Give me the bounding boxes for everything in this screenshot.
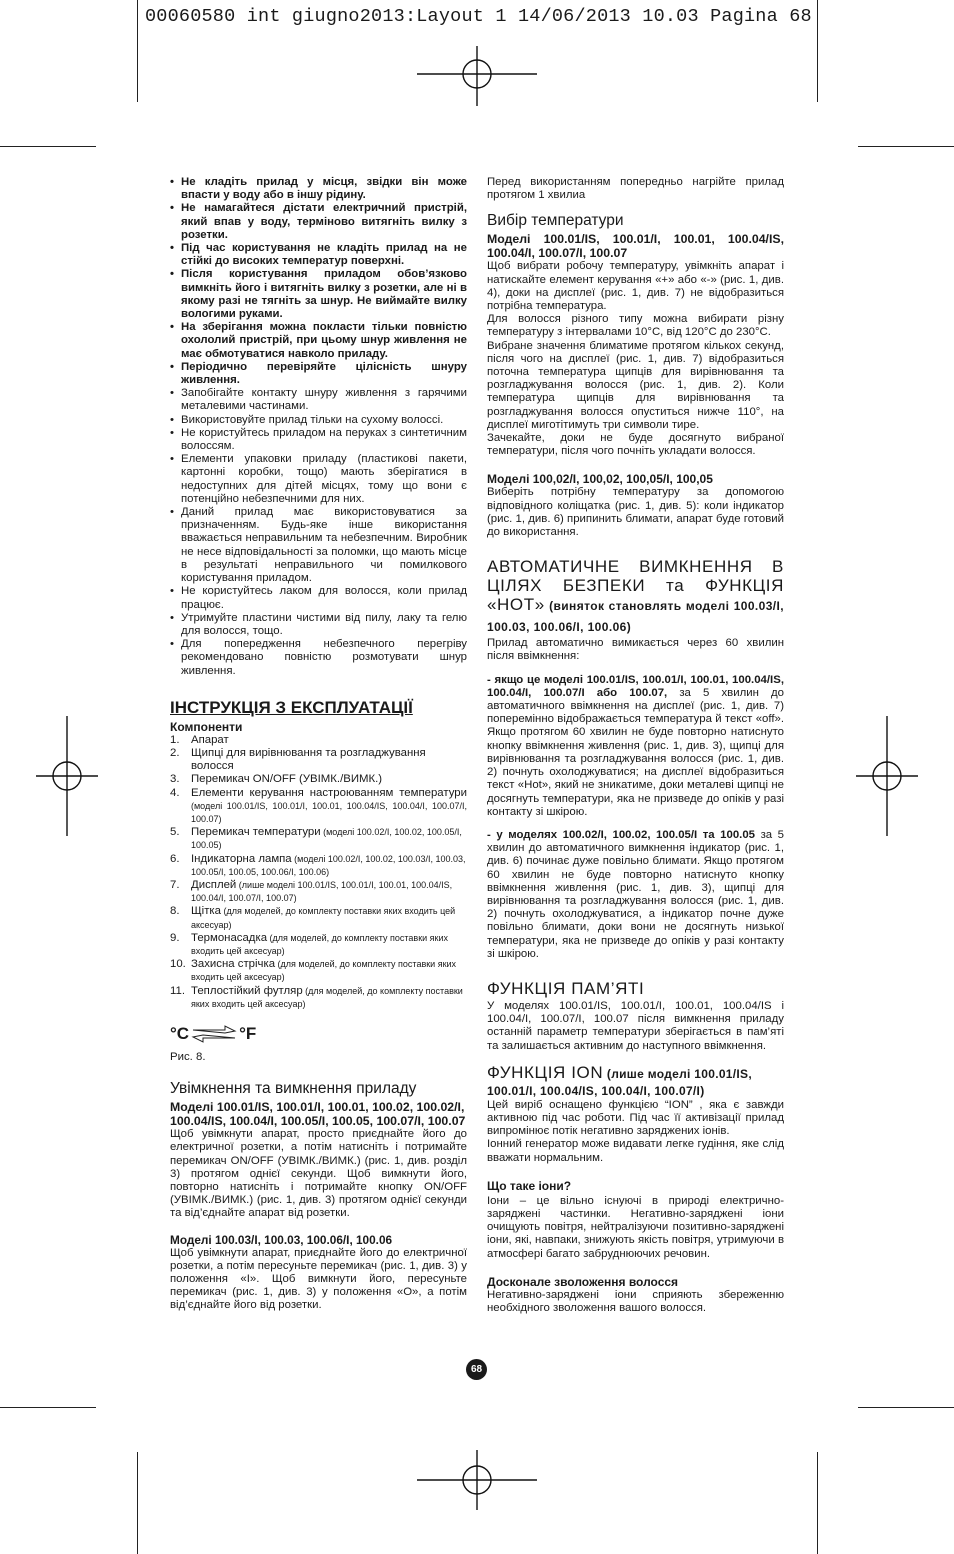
component-label: Елементи керування настроюванням температури	[191, 786, 467, 799]
component-item	[170, 879, 467, 905]
temp-paragraph-2: Виберіть потрібну температуру за допомогою відповідного коліщатка (рис. 1, див. 5): коли індикатор (рис. 1, див. 6) припинить блимати, апарат буде готовий до використання.	[487, 486, 784, 539]
temp-models: Моделі 100.01/IS, 100.01/I, 100.01, 100.04/IS, 100.04/I, 100.07/I, 100.07	[487, 232, 784, 261]
crop-mark	[137, 0, 138, 102]
ion-heading	[487, 1062, 784, 1099]
registration-mark-top	[417, 46, 537, 106]
registration-mark-left	[36, 716, 98, 836]
registration-mark-right	[856, 716, 918, 836]
ion-title: ФУНКЦІЯ ION	[487, 1062, 604, 1082]
component-number: 6.	[170, 852, 180, 865]
component-number: 8.	[170, 905, 180, 918]
temp-paragraph: Зачекайте, доки не буде досягнуто вибраної температури, після чого почніть укладати волосся.	[487, 432, 784, 458]
right-column	[487, 176, 784, 1315]
crop-mark	[0, 146, 96, 147]
list-item: • Утримуйте пластини чистими від пилу, лаку та гелю для волосся, тощо.	[170, 612, 467, 638]
component-label: Апарат	[191, 733, 229, 746]
component-note: (для моделей, до комплекту поставки яких входить цей аксесуар)	[191, 906, 456, 930]
component-label: Щітка	[191, 905, 221, 918]
ions-paragraph: Іони – це вільно існуючі в природі електрично-заряджені частинки. Негативно-заряджені іони очищують повітря, нейтралізуючи позитивно-заряджені іони, які, навпаки, знижують якість повітря, утримуючи в атмосфері багато забруднюючих речовин.	[487, 1194, 784, 1260]
list-item: • Не користуйтесь приладом на перуках з синтетичним волоссям.	[170, 427, 467, 453]
list-item: • Запобігайте контакту шнуру живлення з гарячими металевими частинами.	[170, 387, 467, 413]
celsius-label: °C	[170, 1024, 190, 1044]
list-item: • Для попередження небезпечного перегріву рекомендовано повністю розмотувати шнур живлення.	[170, 638, 467, 678]
crop-mark	[0, 1407, 96, 1408]
temp-paragraph: Для волосся різного типу можна вибирати різну температуру з інтервалами 10°С, від 120°С до 230°С.	[487, 313, 784, 339]
list-item: • Не намагайтеся дістати електричний пристрій, який впав у воду, терміново витягніть вилку з розетки.	[170, 202, 467, 242]
component-label: Перемикач ON/OFF (УВІМК./ВИМК.)	[191, 773, 383, 786]
component-label: Перемикач температури	[191, 826, 321, 839]
temp-paragraph: Щоб вибрати робочу температуру, увімкніть апарат і натискайте елемент керування «+» або «-» (рис. 1, див. 4), доки на дисплеї (рис. 1, див. 7) не відобразиться потрібна температура.	[487, 260, 784, 313]
component-item	[170, 958, 467, 984]
auto-off-text: за 5 хвилин до автоматичного ввімкнення на дисплеї (рис. 1, див. 7) поперемінно відображається температура й текст «off». Якщо протягом 60 хвилин не буде повторно натиснуто кнопку ввімкнення живлення (рис. 1, див. 3), щипці для вирівнювання та розгладжування волосся (рис. 1, див. 2) почнуть охолоджуватися; на дисплеї відобразиться текст «Hot», який не зникатиме, доки металеві щипці не досягнуть температури, яка не призведе до опіків у разі контакту зі шкірою.	[487, 686, 784, 818]
registration-mark-bottom	[417, 1450, 537, 1510]
component-note: (моделі 100.02/I, 100.02, 100.03/I, 100.03, 100.05/I, 100.05, 100.06/I, 100.06)	[191, 853, 466, 877]
onoff-paragraph-2: Щоб увімкнути апарат, приєднайте його до електричної розетки, а потім пересуньте перемикач (рис. 1, див. 3) у положення «I». Щоб вимкнути його, пересуньте перемикач (рис. 1, див. 3) у положення «O», а потім від’єднайте його від розетки.	[170, 1246, 467, 1312]
auto-off-models: - якщо це моделі 100.01/IS, 100.01/I, 100.01, 100.04/IS, 100.04/I, 100.07/I або 100.07,	[487, 673, 784, 699]
safety-bullets	[170, 176, 467, 678]
auto-off-models-2: - у моделях 100.02/I, 100.02, 100.05/I та 100.05	[487, 828, 756, 841]
list-item: • Елементи упаковки приладу (пластикові пакети, картонні коробки, тощо) мають зберігатися в недоступних для дітей місцях, тому що вони є потенційно небезпечними для них.	[170, 453, 467, 506]
components-list	[170, 734, 467, 1011]
component-item	[170, 747, 467, 773]
component-label: Щипці для вирівнювання та розгладжування волосся	[191, 746, 426, 773]
auto-off-paragraph-2	[487, 674, 784, 819]
component-note: (моделі 100.01/IS, 100.01/I, 100.01, 100.04/IS, 100.04/I, 100.07/I, 100.07)	[191, 800, 467, 824]
component-item	[170, 905, 467, 931]
component-note: (для моделей, до комплекту поставки яких входить цей аксесуар)	[191, 985, 463, 1009]
component-number: 3.	[170, 773, 180, 786]
ions-question: Що таке іони?	[487, 1178, 572, 1193]
unit-switch-arrows-icon	[191, 1025, 237, 1043]
left-column	[170, 176, 467, 1313]
component-item	[170, 853, 467, 879]
component-item	[170, 932, 467, 958]
auto-off-paragraph: Прилад автоматично вимикається через 60 хвилин після ввімкнення:	[487, 637, 784, 663]
component-number: 4.	[170, 786, 180, 799]
component-item	[170, 773, 467, 786]
preheat-note: Перед використанням попередньо нагрійте прилад протягом 1 хвилиа	[487, 176, 784, 202]
instructions-heading: ІНСТРУКЦІЯ З ЕКСПЛУАТАЦІЇ	[170, 697, 413, 717]
list-item: • Періодично перевіряйте цілісність шнуру живлення.	[170, 361, 467, 387]
crop-mark	[817, 1452, 818, 1554]
list-item: • Не користуйтесь лаком для волосся, коли прилад працює.	[170, 585, 467, 611]
component-item	[170, 787, 467, 827]
auto-off-text-2: за 5 хвилин до автоматичного вимкнення індикатор (рис. 1, див. 6) починає дуже повільно блимати. Якщо протягом 60 хвилин не буде повторно натиснуто кнопку ввімкнення живлення (рис. 1, див. 3), щипці для вирівнювання та розгладжування волосся (рис. 1, див. 2) почнуть охолоджуватися, а індикатор почне дуже повільно блимати, доки вони не досягнуть низької температури, яка не призведе до опіків у разі контакту зі шкірою.	[487, 828, 784, 960]
temp-models-2: Моделі 100,02/I, 100,02, 100,05/I, 100,05	[487, 472, 713, 487]
component-label: Термонасадка	[191, 931, 268, 944]
ion-paragraph: Іонний генератор може видавати легке гудіння, яке слід вважати нормальним.	[487, 1138, 784, 1164]
memory-heading: ФУНКЦІЯ ПАМ’ЯТІ	[487, 978, 645, 998]
print-slug: 00060580 int giugno2013:Layout 1 14/06/2013 10.03 Pagina 68	[145, 6, 812, 27]
list-item: • Під час користування не кладіть прилад на не стійкі до високих температур поверхні.	[170, 242, 467, 268]
component-number: 11.	[170, 984, 185, 997]
moisture-heading: Досконале зволоження волосся	[487, 1274, 679, 1289]
onoff-models: Моделі 100.01/IS, 100.01/I, 100.01, 100.02, 100.02/I, 100.04/IS, 100.04/I, 100.05/I, 100.05, 100.07/I, 100.07	[170, 1100, 466, 1129]
component-number: 7.	[170, 878, 180, 891]
component-number: 10.	[170, 958, 186, 971]
auto-off-heading	[487, 557, 784, 637]
component-number: 1.	[170, 733, 180, 746]
onoff-paragraph: Щоб увімкнути апарат, просто приєднайте його до електричної розетки, а потім натисніть і потримайте перемикач ON/OFF (УВІМК./ВИМК.) (рис. 1, див. розділ 3) протягом однієї секунди. Щоб вимкнути його, повторно натисніть і потримайте кнопку ON/OFF (УВІМК./ВИМК.) (рис. 1, див. 3) протягом однієї секунди та від’єднайте апарат від розетки.	[170, 1128, 467, 1220]
component-label: Індикаторна лампа	[191, 852, 292, 865]
component-item	[170, 826, 467, 852]
list-item: • Не кладіть прилад у місця, звідки він може впасти у воду або в іншу рідину.	[170, 176, 467, 202]
component-note: (для моделей, до комплекту поставки яких входить цей аксесуар)	[191, 932, 449, 956]
auto-off-note: (виняток становлять моделі 100.03/I, 100.03, 100.06/I, 100.06)	[487, 599, 784, 635]
figure-caption: Рис. 8.	[170, 1050, 206, 1063]
list-item: • На зберігання можна покласти тільки повністю охололий пристрій, при цьому шнур живлення не має обмотуватися навколо приладу.	[170, 321, 467, 361]
crop-mark	[858, 146, 954, 147]
component-note: (лише моделі 100.01/IS, 100.01/I, 100.01, 100.04/IS, 100.04/I, 100.07/I, 100.07)	[191, 879, 453, 904]
ion-paragraph: Цей виріб оснащено функцією “ION” , яка є завжди активною під час роботи. Під час її активізації прилад випромінює потік негативно заряджених іонів.	[487, 1098, 784, 1138]
crop-mark	[858, 1407, 954, 1408]
crop-mark	[817, 0, 818, 102]
component-note: (для моделей, до комплекту поставки яких входить цей аксесуар)	[191, 959, 457, 983]
memory-paragraph: У моделях 100.01/IS, 100.01/I, 100.01, 100.04/IS і 100.04/I, 100.07/I, 100.07 після вимкнення приладу останній параметр температури зберігається в пам’яті та залишається активним до наступного ввімкнення.	[487, 999, 784, 1052]
list-item: • Використовуйте прилад тільки на сухому волоссі.	[170, 414, 467, 427]
component-label: Теплостійкий футляр	[191, 984, 303, 997]
fahrenheit-label: °F	[239, 1024, 257, 1044]
component-label: Захисна стрічка	[191, 958, 276, 971]
component-item	[170, 985, 467, 1011]
ion-note: (лише моделі 100.01/IS, 100.01/I, 100.04/IS, 100.04/I, 100.07/I)	[487, 1066, 752, 1098]
component-number: 5.	[170, 826, 180, 839]
page-number: 68	[466, 1359, 487, 1380]
component-note: (моделі 100.02/I, 100.02, 100.05/I, 100.05)	[191, 827, 462, 851]
component-label: Дисплей	[191, 878, 237, 891]
list-item: • Даний прилад має використовуватися за призначенням. Будь-яке інше використання вважається неправильним та небезпечним. Виробник не несе відповідальності за поломки, що мають місце в результаті неправильного чи помилкового користування приладом.	[170, 506, 467, 585]
auto-off-title: АВТОМАТИЧНЕ ВИМКНЕННЯ В ЦІЛЯХ БЕЗПЕКИ та ФУНКЦІЯ «HOT»	[487, 557, 784, 615]
component-item	[170, 734, 467, 747]
crop-mark	[137, 1452, 138, 1554]
components-heading: Компоненти	[170, 719, 243, 734]
auto-off-paragraph-3	[487, 829, 784, 961]
moisture-paragraph: Негативно-заряджені іони сприяють збереженню необхідного зволоження вашого волосся.	[487, 1288, 784, 1314]
temperature-unit-figure	[170, 1023, 467, 1045]
list-item: • Після користування приладом обов’язково вимкніть його і витягніть вилку з розетки, але ні в якому разі не тягніть за шнур. Не виймайте вилку вологими руками.	[170, 268, 467, 321]
component-number: 2.	[170, 746, 180, 759]
onoff-models-2: Моделі 100.03/I, 100.03, 100.06/I, 100.06	[170, 1232, 393, 1247]
onoff-heading: Увімкнення та вимкнення приладу	[170, 1080, 417, 1098]
component-number: 9.	[170, 931, 180, 944]
temp-paragraph: Вибране значення блиматиме протягом кількох секунд, після чого на дисплеї (рис. 1, див. 7) відобразиться поточна температура щипців для вирівнювання та розгладжування волосся (рис. 1, див. 2). Коли температура щипців для вирівнювання та розгладжування волосся опуститься нижче 110°, на дисплеї миготітимуть три символи тире.	[487, 339, 784, 431]
temp-heading: Вибір температури	[487, 212, 624, 230]
